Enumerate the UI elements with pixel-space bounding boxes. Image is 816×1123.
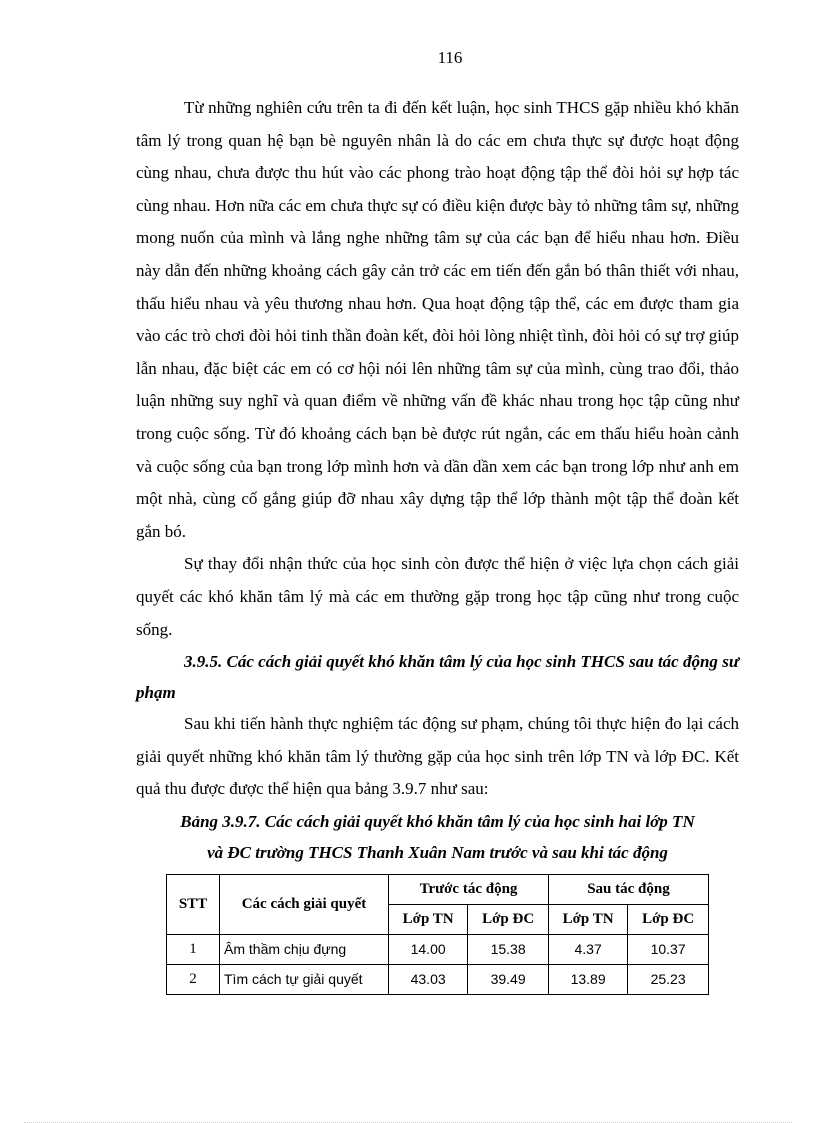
- cell-method: Âm thầm chịu đựng: [220, 934, 389, 964]
- cell-after-dc: 10.37: [628, 934, 709, 964]
- table-caption: [96, 806, 779, 868]
- header-before: Trước tác động: [389, 874, 549, 904]
- cell-before-tn: 14.00: [389, 934, 468, 964]
- cell-before-dc: 15.38: [468, 934, 549, 964]
- cell-stt: 1: [167, 934, 220, 964]
- cell-method: Tìm cách tự giải quyết: [220, 964, 389, 994]
- paragraph-1: Từ những nghiên cứu trên ta đi đến kết luận, học sinh THCS gặp nhiều khó khăn tâm lý trong quan hệ bạn bè nguyên nhân là do các em chưa thực sự được hoạt động cùng nhau, chưa được thu hút vào các phong trào hoạt động tập thể đòi hỏi sự hợp tác cùng nhau. Hơn nữa các em chưa thực sự có điều kiện được bày tỏ những tâm sự, những mong nuốn của mình và lắng nghe những tâm sự của các bạn để hiểu nhau hơn. Điều này dẫn đến những khoảng cách gây cản trở các em tiến đến gắn bó thân thiết với nhau, thấu hiểu nhau và yêu thương nhau hơn. Qua hoạt động tập thể, các em được tham gia vào các trò chơi đòi hỏi tinh thần đoàn kết, đòi hỏi lòng nhiệt tình, đòi hỏi có sự trợ giúp lẫn nhau, đặc biệt các em có cơ hội nói lên những tâm sự của mình, cùng trao đổi, thảo luận những suy nghĩ và quan điểm về những vấn đề khác nhau trong học tập cũng như trong cuộc sống. Từ đó khoảng cách bạn bè được rút ngắn, các em thấu hiểu hoàn cảnh và cuộc sống của bạn trong lớp mình hơn và dần dần xem các bạn trong lớp như anh em một nhà, cùng cố gắng giúp đỡ nhau xây dựng tập thể lớp thành một tập thể đoàn kết gắn bó.: [136, 98, 739, 541]
- page-number: 116: [437, 48, 463, 67]
- section-heading: 3.9.5. Các cách giải quyết khó khăn tâm lý của học sinh THCS sau tác động sư phạm: [136, 652, 739, 703]
- table-row: [167, 934, 709, 964]
- cell-before-dc: 39.49: [468, 964, 549, 994]
- cell-before-tn: 43.03: [389, 964, 468, 994]
- document-body: [136, 92, 739, 995]
- table-caption-line-1: Bảng 3.9.7. Các cách giải quyết khó khăn tâm lý của học sinh hai lớp TN: [180, 811, 695, 831]
- header-method: Các cách giải quyết: [220, 874, 389, 934]
- table-caption-line-2: và ĐC trường THCS Thanh Xuân Nam trước và sau khi tác động: [207, 842, 668, 862]
- header-stt: STT: [167, 874, 220, 934]
- header-before-dc: Lớp ĐC: [468, 904, 549, 934]
- header-after-tn: Lớp TN: [548, 904, 627, 934]
- results-table: [166, 874, 709, 995]
- cell-after-dc: 25.23: [628, 964, 709, 994]
- cell-stt: 2: [167, 964, 220, 994]
- paragraph-2: Sự thay đổi nhận thức của học sinh còn được thể hiện ở việc lựa chọn cách giải quyết các khó khăn tâm lý mà các em thường gặp trong học tập cũng như trong cuộc sống.: [136, 554, 739, 639]
- table-header-row: [167, 874, 709, 904]
- cell-after-tn: 4.37: [548, 934, 627, 964]
- paragraph-3: Sau khi tiến hành thực nghiệm tác động sư phạm, chúng tôi thực hiện đo lại cách giải quyết những khó khăn tâm lý thường gặp của học sinh trên lớp TN và lớp ĐC. Kết quả thu được được thể hiện qua bảng 3.9.7 như sau:: [136, 714, 739, 799]
- cell-after-tn: 13.89: [548, 964, 627, 994]
- header-before-tn: Lớp TN: [389, 904, 468, 934]
- header-after: Sau tác động: [548, 874, 708, 904]
- header-after-dc: Lớp ĐC: [628, 904, 709, 934]
- table-row: [167, 964, 709, 994]
